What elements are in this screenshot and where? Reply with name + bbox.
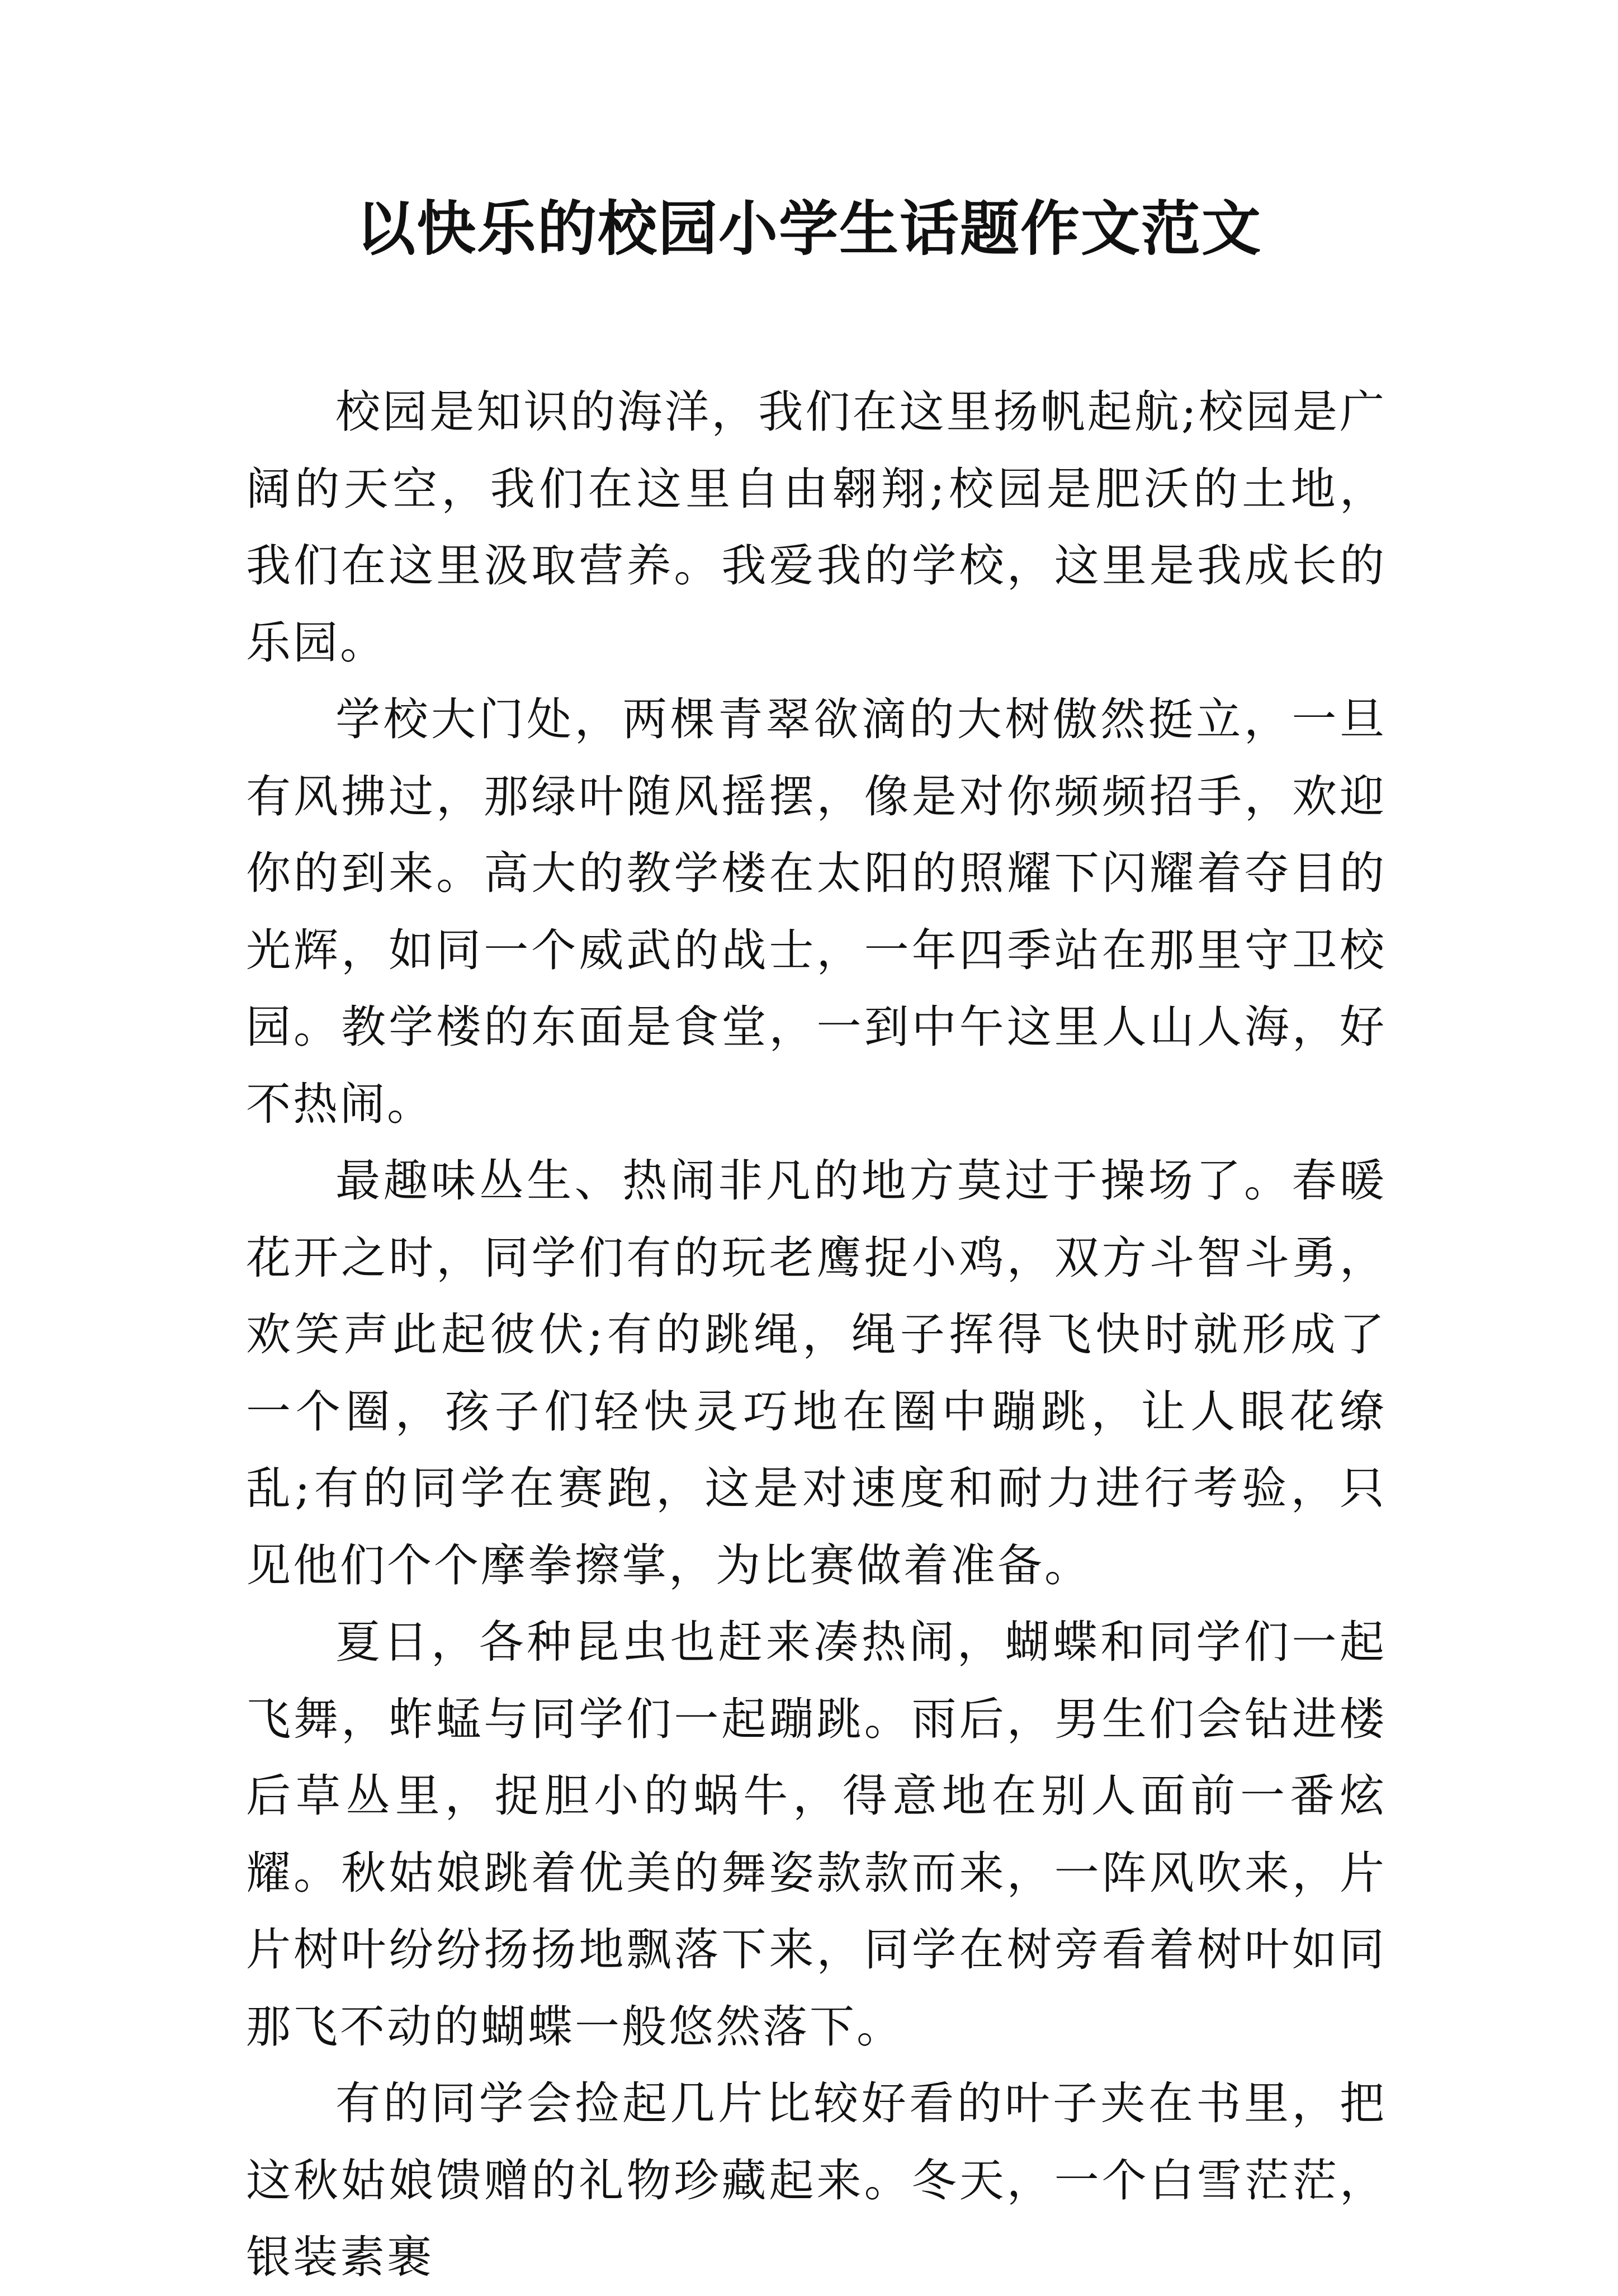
paragraph: 校园是知识的海洋，我们在这里扬帆起航;校园是广阔的天空，我们在这里自由翱翔;校园是肥沃的土地，我们在这里汲取营养。我爱我的学校，这里是我成长的乐园。 [246,386,1387,669]
paragraph: 最趣味丛生、热闹非凡的地方莫过于操场了。春暖花开之时，同学们有的玩老鹰捉小鸡，双方斗智斗勇，欢笑声此起彼伏;有的跳绳，绳子挥得飞快时就形成了一个圈，孩子们轻快灵巧地在圈中蹦跳，让人眼花缭乱;有的同学在赛跑，这是对速度和耐力进行考验，只见他们个个摩拳擦掌，为比赛做着准备。 [246,1155,1387,1591]
paragraph: 学校大门处，两棵青翠欲滴的大树傲然挺立，一旦有风拂过，那绿叶随风摇摆，像是对你频频招手，欢迎你的到来。高大的教学楼在太阳的照耀下闪耀着夺目的光辉，如同一个威武的战士，一年四季站在那里守卫校园。教学楼的东面是食堂，一到中午这里人山人海，好不热闹。 [246,693,1387,1130]
document-body [246,374,1387,2296]
paragraph: 夏日，各种昆虫也赶来凑热闹，蝴蝶和同学们一起飞舞，蚱蜢与同学们一起蹦跳。雨后，男生们会钻进楼后草丛里，捉胆小的蜗牛，得意地在别人面前一番炫耀。秋姑娘跳着优美的舞姿款款而来，一阵风吹来，片片树叶纷纷扬扬地飘落下来，同学在树旁看着树叶如同那飞不动的蝴蝶一般悠然落下。 [246,1616,1387,2053]
document-title: 以快乐的校园小学生话题作文范文 [356,195,1262,263]
paragraph: 有的同学会捡起几片比较好看的叶子夹在书里，把这秋姑娘馈赠的礼物珍藏起来。冬天，一个白雪茫茫，银装素裹 [246,2077,1387,2283]
